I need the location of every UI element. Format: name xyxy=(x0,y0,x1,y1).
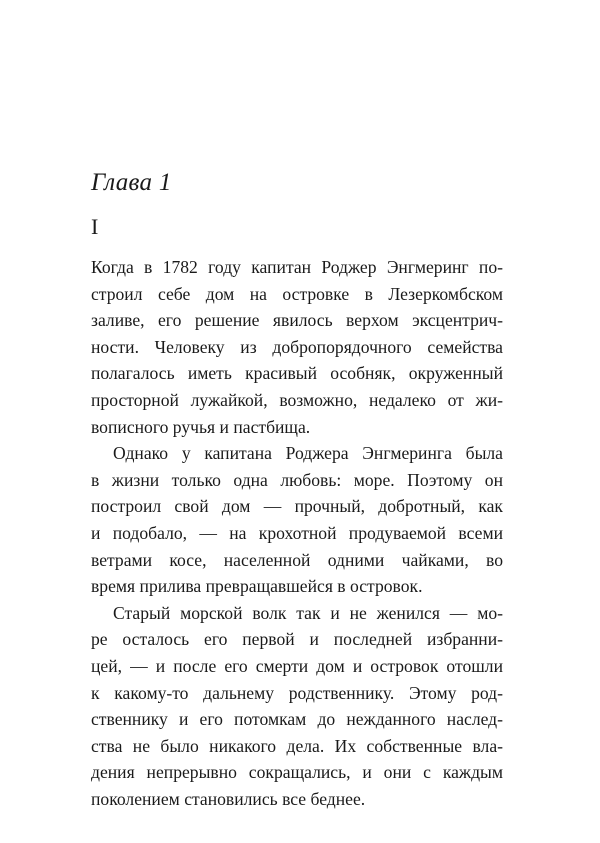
text-line: время прилива превращавшейся в островок. xyxy=(91,576,423,597)
text-line: и подобало, — на крохотной продуваемой всеми xyxy=(91,522,503,543)
text-line: поколением становились все беднее. xyxy=(91,788,366,809)
text-line: ственнику и его потомкам до нежданного наслед- xyxy=(91,709,503,730)
text-line: Старый морской волк так и не женился — мо- xyxy=(113,602,503,623)
chapter-title: Глава 1 xyxy=(91,169,172,196)
text-line: ности. Человеку из добропорядочного семейства xyxy=(91,336,503,357)
paragraph xyxy=(91,440,503,600)
text-line: цей, — и после его смерти дом и островок отошли xyxy=(91,655,503,676)
text-line: вописного ручья и пастбища. xyxy=(91,416,311,437)
text-line: ре осталось его первой и последней избранни- xyxy=(91,629,503,650)
text-line: ветрами косе, населенной одними чайками, во xyxy=(91,549,503,570)
paragraph xyxy=(91,254,503,440)
text-line: дения непрерывно сокращались, и они с каждым xyxy=(91,762,503,783)
text-line: Однако у капитана Роджера Энгмеринга была xyxy=(113,443,503,464)
text-line: Когда в 1782 году капитан Роджер Энгмеринг по- xyxy=(91,257,503,277)
text-line: строил себе дом на островке в Лезеркомбском xyxy=(91,283,503,304)
text-line: просторной лужайкой, возможно, недалеко от жи- xyxy=(91,389,503,410)
paragraph xyxy=(91,600,503,813)
body-text xyxy=(91,254,503,812)
section-number: I xyxy=(91,214,99,239)
text-line: в жизни только одна любовь: море. Поэтому он xyxy=(91,469,503,490)
text-line: ства не было никакого дела. Их собственные вла- xyxy=(91,735,503,756)
text-line: построил свой дом — прочный, добротный, как xyxy=(91,496,503,517)
text-line: полагалось иметь красивый особняк, окруженный xyxy=(91,363,503,384)
text-line: заливе, его решение явилось верхом эксцентрич- xyxy=(91,310,503,331)
text-line: к какому-то дальнему родственнику. Этому род- xyxy=(91,682,503,703)
